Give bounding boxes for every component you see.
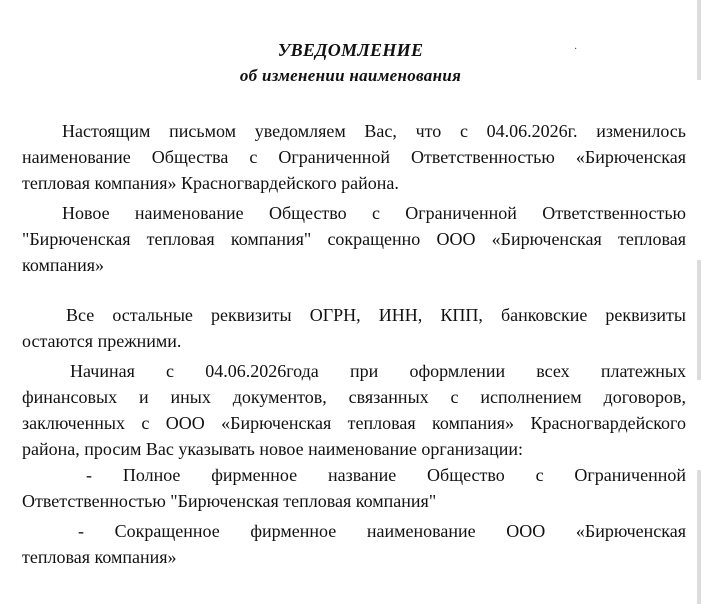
bullet-full-name-line-1: - Полное фирменное название Общество с Ограниченной xyxy=(86,465,686,485)
scan-dot: · xyxy=(574,44,578,55)
bullet-short-name-line-2: тепловая компания» xyxy=(22,547,177,567)
paragraph-1-line-1: Настоящим письмом уведомляем Вас, что с 04.06.2026г. изменилось xyxy=(62,121,686,141)
paragraph-4-line-3: заключенных с ООО «Бирюченская тепловая компания» Красногвардейского xyxy=(22,413,686,433)
document-subtitle: об изменении наименования xyxy=(239,66,462,85)
paragraph-4-line-4: района, просим Вас указывать новое наименование организации: xyxy=(22,439,523,459)
paragraph-2-line-2: "Бирюченская тепловая компания" сокращенно ООО «Бирюченская тепловая xyxy=(22,229,686,249)
paragraph-2-line-3: компания» xyxy=(22,255,105,275)
paragraph-2-line-1: Новое наименование Общество с Ограниченной Ответственностью xyxy=(62,203,686,223)
scan-edge-shadow xyxy=(697,0,701,80)
bullet-full-name-line-2: Ответственностью "Бирюченская тепловая компания" xyxy=(22,491,437,511)
paragraph-1-line-3: тепловая компания» Красногвардейского района. xyxy=(22,173,399,193)
paragraph-4-line-1: Начиная с 04.06.2026года при оформлении всех платежных xyxy=(70,361,686,381)
paragraph-1-line-2: наименование Общества с Ограниченной Ответственностью «Бирюченская xyxy=(22,147,686,167)
scan-edge-shadow xyxy=(697,470,701,604)
scan-edge-shadow xyxy=(697,260,701,380)
paragraph-3-line-1: Все остальные реквизиты ОГРН, ИНН, КПП, банковские реквизиты xyxy=(66,305,686,325)
paragraph-3-line-2: остаются прежними. xyxy=(22,331,182,351)
bullet-short-name-line-1: - Сокращенное фирменное наименование ООО «Бирюченская xyxy=(78,521,686,541)
document-title: УВЕДОМЛЕНИЕ xyxy=(277,40,424,60)
paragraph-4-line-2: финансовых и иных документов, связанных с исполнением договоров, xyxy=(22,387,686,407)
